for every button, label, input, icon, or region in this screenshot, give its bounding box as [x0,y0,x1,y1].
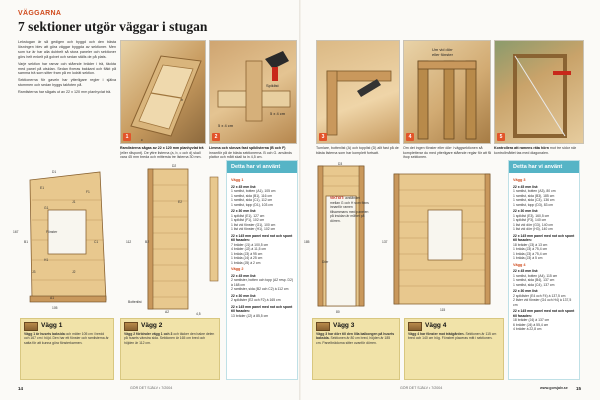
step-caption-5: Kontrollera att ramens räta hörn mot tre sidor när kontrollmåttet tas med diagonalen. [494,146,577,155]
intro-paragraph: Ramlisterna har sågats ut av 22 x 120 mm planhyvlat trä. [18,90,112,95]
wall-1-diagram [20,170,118,310]
materials-line: 1 ramlist, topp (D3), 83 cm [513,202,553,207]
wall-icon [408,322,422,331]
materials-wall-heading: Vägg 2 [231,267,244,271]
wall-2-description: Vägg 2 Vägg 2 förbinder vägg 1 och 3 och täcker den bakre delen på husets vänstra sida. Sektionen är 165 cm bred och höjden är 112 cm. [120,318,220,380]
dimension-label: 4,5 [196,312,201,316]
diagram-label: H1 [44,258,49,262]
materials-line: 2 ramlister, sida (B2 och C2) à 112 cm [231,287,289,291]
materials-group-heading: 22 x 145 mm panel med not och spont till fasaden: [231,304,293,313]
step-number-badge: 1 [123,133,131,141]
materials-line: 1 ramlist, botten (A1), 105 cm [231,189,276,193]
headline: 7 sektioner utgör väggar i stugan [18,19,208,34]
diagram-label: D2 [172,164,177,168]
wall-1-description: Vägg 1 Vägg 1 är husets baksida och mäter 105 cm i bredd och 167 cm i höjd. Den har ett fönster och ramlisterna är satta för att kunna göra fönsterkarmen. [20,318,114,380]
end-view-diagram [204,175,224,285]
materials-group-heading: 22 x 45 mm list: [231,273,257,278]
materials-line: 1 list vid dörr (H3), 140 cm [513,227,553,231]
materials-line: 1 spiklist (F1), 102 cm [231,218,265,222]
diagram-label: J3 [32,270,36,274]
dimension-label: 185 [304,240,310,244]
diagram-label: J1 [72,200,76,204]
diagram-label: J2 [72,270,76,274]
diagram-label: B1 [24,240,29,244]
page-number-right: 15 [576,386,582,391]
step-photo-4 [403,40,491,144]
materials-line: 1 ramlist, sida (B3), 185 cm [513,193,555,198]
dimension-label: 167 [13,230,19,234]
materials-list [227,173,297,321]
materials-line: 1 ramlist, sida (C1), 112 cm [231,198,273,202]
step-photo-3 [316,40,400,144]
materials-group-heading: 22 x 45 mm list: [513,269,539,273]
step-number-badge: 2 [212,133,220,141]
materials-line: 1 ramlist, sida (B4), 137 cm [513,278,555,282]
materials-line: 1 bräda (J4) à 25 cm [231,256,263,260]
materials-line: 2 ramlister, botten och topp (A2 resp. D2) à 168 cm [231,278,294,287]
section-tag: VÄGGARNA [18,10,62,17]
website: www.gorsjalv.se [540,386,568,390]
materials-group-heading: 22 x 45 mm list: [513,184,539,189]
diagram-label: A1 [50,296,55,300]
diagram-label: A2 [165,310,170,314]
materials-line: 1 ramlist, sida (C3), 136 cm [513,198,555,202]
materials-line: 2 spiklister (E2 och F2) à 165 cm [231,298,281,302]
materials-line: 1 list vid dörr (G3), 140 cm [513,222,553,227]
materials-line: 1 list vid fönster (G1), 100 cm [231,222,276,227]
materials-line: 1 bräda (J3) à 5 cm [513,256,543,260]
materials-group-heading: 22 x 30 mm list: [231,209,257,213]
wall-3-description: Vägg 3 Vägg 3 har dörr till den lilla balkongen på husets baksida. Sektionen är 80 cm bred, höjden är 185 cm. Panelbrädorna sitter ovanför dörren. [312,318,400,380]
materials-line: 1 bräda (J5) à 2 cm [231,260,261,265]
materials-box-left [226,160,298,380]
step-photo-5 [494,40,584,144]
step-caption-2: Limma och skruva fast spiklisterna (B och F) innanför på de bästa sektionerna. B och G. används plattor och mått skall ta in 4,5 cm. [209,146,292,160]
diagram-label: D1 [52,170,57,174]
intro-paragraph: Lekstugan är så gedigen och byggd och den bästa lösningen blev att göra väggar byggda av sektioner. Men som tur är har alla dubbelt så stora paneler och sektioner görs helt enkelt på golvet och sedan ställs de på plats. [18,40,116,59]
diagram-label: E1 [40,186,45,190]
materials-group-heading: 22 x 145 mm panel med not och spont till fasaden: [513,233,575,242]
intro-paragraph: Varje sektion har ramar och stående bräder i trä, täckta med panel på utsidan. Sedan fixeras bakkant och fläkt på samma trä som sitter fram på en lodrät sektion. [18,61,116,76]
materials-box-title: Detta har vi använt [227,161,297,173]
materials-group-heading: 22 x 145 mm panel med not och spont till fasaden: [513,309,575,318]
materials-group-heading: 22 x 30 mm list: [513,209,539,213]
materials-wall-heading: Vägg 3 [513,178,526,182]
footer-right: GÖR DET SJÄLV • 7/2004 [400,386,443,390]
materials-list [509,173,579,335]
dimension-label: 115 [440,308,446,312]
materials-group-heading: 22 x 30 mm list: [231,293,257,298]
materials-line: 1 bräda (J3) à 75,4 cm [513,247,548,251]
step-caption-4: Om det ingen fönster eller dörr i väggsektionen så kompletterar du med ytterligare stående reglar för att få ihop sektionen. [403,146,491,160]
materials-line: 1 ramlist, botten (A3), 80 cm [513,189,556,193]
diagram-label: F1 [86,190,90,194]
wall-icon [24,322,38,331]
materials-line: 18 bräder (J3) à 13 cm [513,242,548,247]
materials-line: 1 ramlist, sida (C4), 137 cm [513,282,555,287]
photo-callout: c [141,138,143,142]
materials-line: 1 spiklist (E3), 160,5 cm [513,213,550,218]
intro-paragraph: Sektionerna för gaveln har ytterligare regler i själva stommen och sedan byggs takfoten på. [18,78,116,88]
wall-icon [124,322,138,331]
step-number-badge: 3 [319,133,327,141]
dimension-label: Dörr [322,260,329,264]
photo-callout: b [181,98,183,102]
materials-line: 1 ramlist, botten (A4), 115 cm [513,273,558,278]
materials-line: 1 list vid fönster (H1), 102 cm [231,227,276,231]
diagram-label: B2 [145,240,150,244]
photo-callout: eller fönster [432,52,453,57]
dimension-label: Bottenlist [128,300,142,304]
materials-line: 1 spiklist (F3), 140 cm [513,218,547,222]
materials-line: 1 bräda (J3) à 95 cm [231,251,263,256]
page-gutter [299,0,301,400]
dimension-label: Fönster [46,230,58,234]
wall-3-diagram [312,162,372,312]
wall-icon [316,322,330,331]
materials-group-heading: 22 x 45 mm list: [231,184,257,189]
diagram-label: G1 [44,206,49,210]
materials-line: 2 spiklister (E4 och F4) à 137,5 cm [513,293,566,298]
diagram-label: C1 [94,240,99,244]
frame-illustration [121,41,206,144]
step-photo-1 [120,40,206,144]
materials-line: 1 ramlist, topp (D1), 103 cm [231,202,273,207]
photo-callout: Spiklist [266,83,279,88]
step-photo-2 [209,40,297,144]
materials-group-heading: 22 x 145 mm panel med not och spont till fasaden: [231,233,293,242]
materials-line: 7 bräder (J1) à 100,5 cm [231,242,269,247]
materials-wall-heading: Vägg 1 [231,178,244,182]
materials-line: 2 lister vid fönster (G4 och H4) à 137,5 cm [513,298,572,307]
page-number-left: 14 [18,386,24,391]
frame-corner-photo [317,41,400,144]
materials-line: 4 bräder à 22,8 cm [513,327,542,331]
wall-4-diagram [388,170,498,310]
step-number-badge: 4 [406,133,414,141]
warning-note: VIKTIGT: avståndet mellan G och H som finns innanför ramen tillsammans med panelen på insidan är måttet på dörren. [330,196,369,223]
step-number-badge: 5 [497,133,505,141]
materials-box-title: Detta har vi använt [509,161,579,173]
diagram-label: E2 [178,200,183,204]
photo-callout: 5 x 4 cm [270,111,286,116]
drill-photo [210,41,297,144]
materials-box-right [508,160,580,380]
materials-line: 1 bräda (J3) à 75,4 cm [513,251,548,256]
materials-line: 18 bräder (J4) à 137 cm [513,318,550,322]
step-caption-3: Tumlare, bottenlist (A) och topplist (D) allt fast på de bästa listerna som har komplett fortsatt. [316,146,399,155]
materials-line: 1 spiklist (E1), 127 cm [231,213,265,218]
wall-4-description: Vägg 4 Vägg 4 har fönster mot trädgården. Sektionen är 115 cm bred och 140 cm hög. Fönstret placeras mitt i sektionen. [404,318,504,380]
materials-group-heading: 22 x 30 mm list: [513,289,539,293]
step-caption-1: Ramlisterna sågas av 22 x 120 mm planhyvlat trä (eller råspont). De yttre listerna (a, b, c och d) skall vara 45 mm breda och mittersta tre listerna 30 mm. [120,146,204,160]
photo-callout: Um vid dörr [432,47,453,52]
square-check-photo [495,41,584,144]
dimension-label: 137 [382,240,388,244]
dimension-label: 105 [52,306,58,310]
materials-line: 1 ramlist, sida (B1), 116 cm [231,193,273,198]
diagram-label: D3 [338,162,343,166]
materials-wall-heading: Vägg 4 [513,262,526,267]
photo-callout: 5 x 4 cm [218,123,234,128]
materials-line: 4 bräder (J2) à 11,5 cm [231,247,266,251]
dimension-label: 112 [126,240,132,244]
materials-line: 13 bräder (J2) à 85,5 cm [231,313,269,318]
dimension-label: 80 [336,310,340,314]
footer-left: GÖR DET SJÄLV • 7/2004 [130,386,173,390]
intro-text [18,40,116,97]
materials-line: 6 bräder (J4) à 55,4 cm [513,322,549,327]
